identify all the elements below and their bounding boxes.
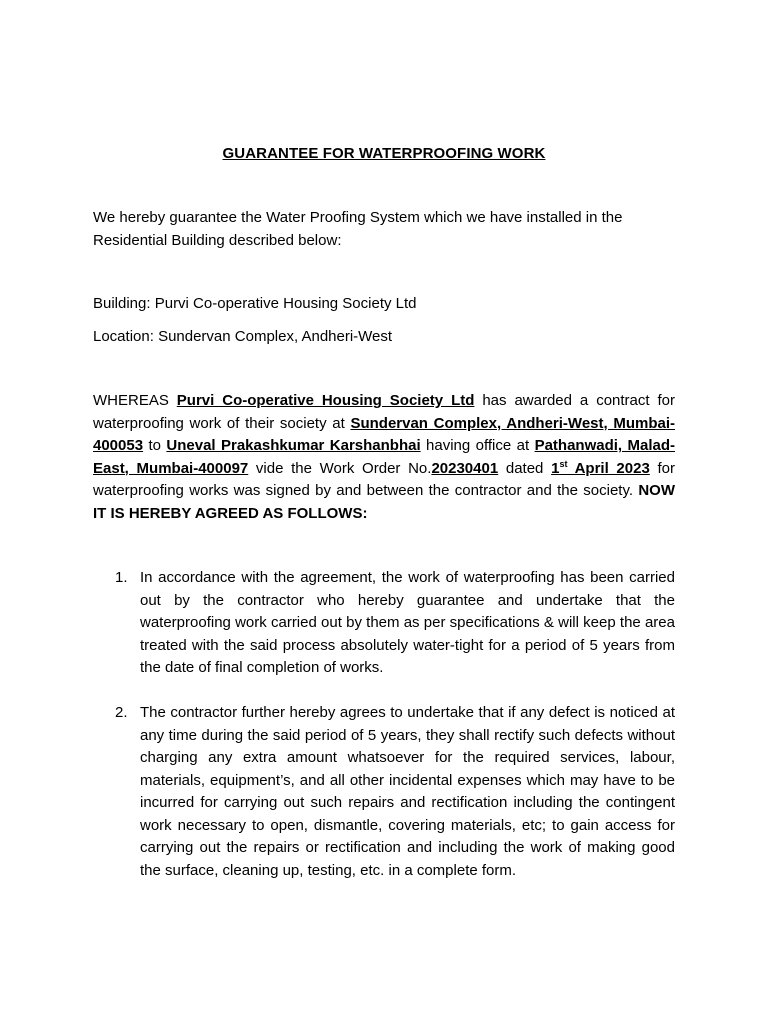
location-line: [93, 326, 675, 349]
list-item-text: In accordance with the agreement, the work of waterproofing has been carried out by the contractor who hereby guarantee and undertake that the waterproofing work carried out by them as per specifications & will keep the area treated with the said process absolutely water-tight for a period of 5 years from the date of final completion of works.: [140, 569, 675, 676]
society-name: Purvi Co-operative Housing Society Ltd: [176, 392, 475, 409]
location-value: Sundervan Complex, Andheri-West: [158, 328, 393, 345]
whereas-text-7: for waterproofing works was signed by and between the contractor and the society.: [93, 459, 675, 499]
whereas-text-6: dated: [498, 459, 552, 477]
list-item: [115, 702, 675, 882]
society-address: Sundervan Complex, Andheri-West, Mumbai-400053: [93, 414, 675, 454]
whereas-text-5: vide the Work Order No.: [248, 459, 432, 477]
intro-paragraph: We hereby guarantee the Water Proofing System which we have installed in the Residential Building described below:: [93, 209, 623, 249]
contractor-office: Pathanwadi, Malad-East, Mumbai-400097: [93, 437, 675, 477]
order-date: [551, 460, 650, 477]
list-item: [115, 567, 675, 680]
location-label: Location:: [93, 328, 154, 345]
whereas-text-4: having office at: [420, 437, 535, 454]
agreed-statement: NOW IT IS HEREBY AGREED AS FOLLOWS:: [93, 482, 675, 522]
order-date-rest: April 2023: [567, 459, 650, 477]
building-line: [93, 293, 675, 316]
order-date-suffix: st: [559, 458, 568, 469]
whereas-text-1: WHEREAS: [93, 392, 177, 409]
list-item-number: 2.: [115, 704, 128, 721]
list-item-number: 1.: [115, 569, 128, 586]
order-date-day: 1: [551, 459, 560, 477]
work-order-number: 20230401: [431, 459, 499, 477]
whereas-text-3: to: [143, 437, 167, 454]
list-item-text: The contractor further hereby agrees to undertake that if any defect is noticed at any time during the said period of 5 years, they shall rectify such defects without charging any extra amount whatsoever for the required services, labour, materials, equipment’s, and all other incidental expenses which may have to be incurred for carrying out such repairs and rectification including the contingent work necessary to open, dismantle, covering materials, etc; to gain access for carrying out the repairs or rectification and including the work of making good the surface, cleaning up, testing, etc. in a complete form.: [140, 704, 675, 879]
building-label: Building:: [93, 295, 151, 312]
building-value: Purvi Co-operative Housing Society Ltd: [154, 295, 417, 312]
contractor-name: Uneval Prakashkumar Karshanbhai: [166, 437, 421, 454]
whereas-text-2: has awarded a contract for waterproofing work of their society at: [93, 392, 675, 432]
document-title: GUARANTEE FOR WATERPROOFING WORK: [222, 145, 546, 162]
whereas-paragraph: [93, 390, 675, 525]
